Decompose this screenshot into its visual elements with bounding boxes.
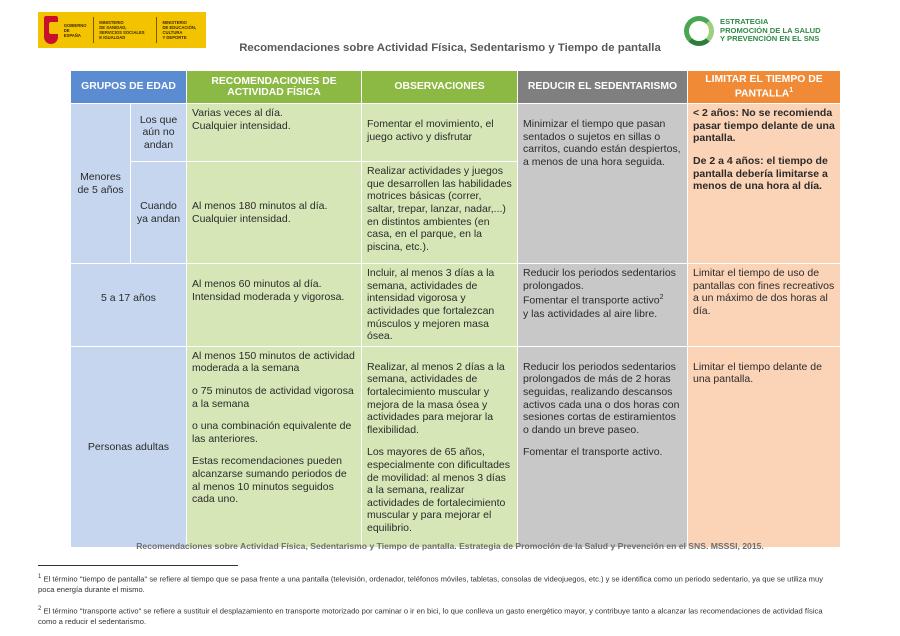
group-under-5: Menores de 5 años xyxy=(71,104,131,264)
limit-5-17: Limitar el tiempo de uso de pantallas con fines recreativos a un máximo de dos horas al día. xyxy=(688,264,841,347)
obs-not-walking: Fomentar el movimiento, el juego activo y disfrutar xyxy=(362,104,518,162)
header-reduce-sedentarism: REDUCIR EL SEDENTARISMO xyxy=(518,71,688,104)
source-caption: Recomendaciones sobre Actividad Física, Sedentarismo y Tiempo de pantalla. Estrategia de Promoción de la Salud y Prevención en el SNS. MSSSI, 2015. xyxy=(136,541,764,551)
group-adults: Personas adultas xyxy=(71,346,187,547)
header-observations: OBSERVACIONES xyxy=(362,71,518,104)
rec-walking: Al menos 180 minutos al día. Cualquier intensidad. xyxy=(187,162,362,264)
table-header-row xyxy=(71,71,841,104)
reduce-adults: Reducir los periodos sedentarios prolongados de más de 2 horas seguidas, realizando descansos activos cada una o dos horas con sesiones cortas de estiramientos o dando un breve paseo. Fomentar el transporte activo. xyxy=(518,346,688,547)
header-recommendations: RECOMENDACIONES DE ACTIVIDAD FÍSICA xyxy=(187,71,362,104)
footnote-divider xyxy=(38,565,238,566)
footnote-2: $^2$ El término "transporte activo" se refiere a sustituir el desplazamiento en transporte motorizado por caminar o ir en bici, lo que conlleva un gasto energético mayor, y contribuye tanto a alcanzar las recomendaciones de actividad física como a reducir el sedentarismo. xyxy=(38,606,823,626)
rec-adults: Al menos 150 minutos de actividad moderada a la semana o 75 minutos de actividad vigorosa a la semana o una combinación equivalente de las anteriores. Estas recomendaciones pueden alcanzarse sumando periodos de al menos 10 minutos seguidos cada uno. xyxy=(187,346,362,547)
strategy-logo-line: ESTRATEGIA xyxy=(720,17,769,27)
limit-under-5: < 2 años: No se recomienda pasar tiempo delante de una pantalla. De 2 a 4 años: el tiempo de pantalla debería limitarse a menos de una hora al día. xyxy=(688,104,841,264)
reduce-under-5: Minimizar el tiempo que pasan sentados o sujetos en sillas o carritos, cuando están despiertos, a menos de una hora seguida. xyxy=(518,104,688,264)
obs-walking: Realizar actividades y juegos que desarrollen las habilidades motrices básicas (correr, saltar, trepar, lanzar, nadar,...) en distintos ambientes (en casa, en el parque, en la piscina, etc.). xyxy=(362,162,518,264)
strategy-logo-line: PROMOCIÓN DE LA SALUD xyxy=(720,25,821,35)
logo-left-ministry1: MINISTERIO DE SANIDAD, SERVICIOS SOCIALES E IGUALDAD xyxy=(99,20,145,40)
limit-adults: Limitar el tiempo delante de una pantalla. xyxy=(688,346,841,547)
strategy-logo-line: Y PREVENCIÓN EN EL SNS xyxy=(720,34,820,44)
rec-5-17: Al menos 60 minutos al día. Intensidad moderada y vigorosa. xyxy=(187,264,362,347)
coat-of-arms-icon xyxy=(44,16,58,44)
obs-5-17: Incluir, al menos 3 días a la semana, actividades de intensidad vigorosa y actividades que fortalezcan músculos y mejoren masa ósea. xyxy=(362,264,518,347)
header-age-groups: GRUPOS DE EDAD xyxy=(71,71,187,104)
logo-left-ministry2: MINISTERIO DE EDUCACIÓN, CULTURA Y DEPORTE xyxy=(162,20,197,40)
obs-adults: Realizar, al menos 2 días a la semana, actividades de fortalecimiento muscular y mejora de la masa ósea y actividades para mejorar la flexibilidad. Los mayores de 65 años, especialmente con dificultades de movilidad: al menos 3 días a la semana, realizar actividades de fortalecimiento muscular y para mejorar el equilibrio. xyxy=(362,346,518,547)
table-row xyxy=(71,264,841,347)
recommendations-table xyxy=(70,70,841,548)
subgroup-walking: Cuando ya andan xyxy=(131,162,187,264)
logo-left-gov: GOBIERNO DE ESPAÑA xyxy=(63,22,87,38)
group-5-17: 5 a 17 años xyxy=(71,264,187,347)
reduce-5-17: Reducir los periodos sedentarios prolongados. Fomentar el transporte activo$^2$ y las actividades al aire libre. xyxy=(518,264,688,347)
subgroup-not-walking: Los que aún no andan xyxy=(131,104,187,162)
rec-not-walking: Varias veces al día. Cualquier intensidad. xyxy=(187,104,362,162)
table-row xyxy=(71,104,841,162)
footnote-1: $^1$ El término "tiempo de pantalla" se refiere al tiempo que se pasa frente a una pantalla (televisión, ordenador, teléfonos móviles, tabletas, consolas de videojuegos, etc.) y se identifica como un periodo sedentario, ya que se utiliza muy poca energía durante el mismo. xyxy=(38,574,824,594)
header-limit-screen-time: LIMITAR EL TIEMPO DE PANTALLA$^1$ xyxy=(688,71,841,104)
page-title: Recomendaciones sobre Actividad Física, Sedentarismo y Tiempo de pantalla xyxy=(239,42,661,54)
table-row xyxy=(71,346,841,547)
